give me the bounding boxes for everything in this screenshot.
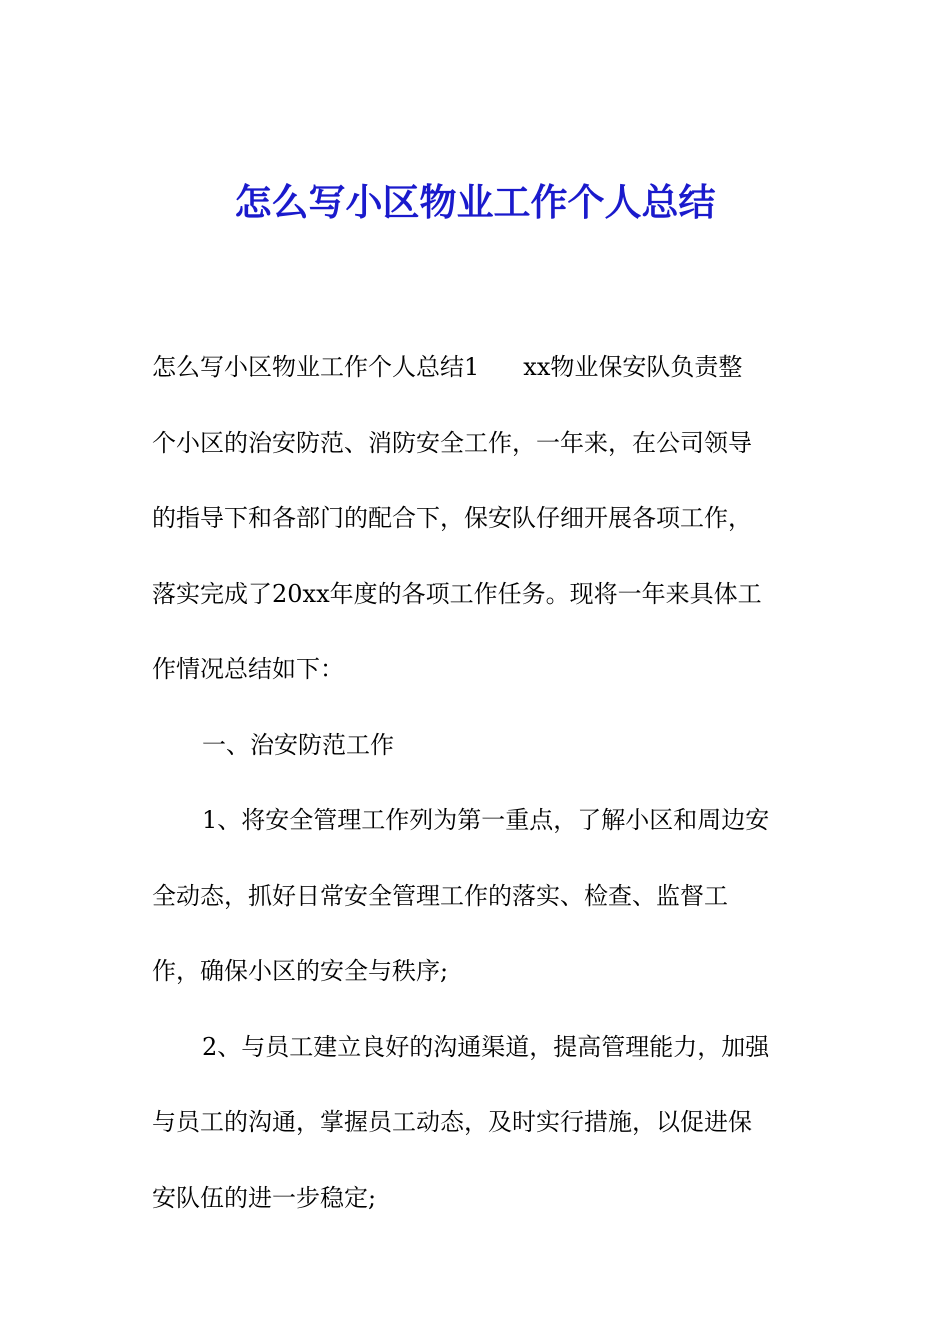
paragraph-line: 2、与员工建立良好的沟通渠道，提高管理能力，加强 bbox=[202, 1032, 770, 1061]
intro-text: xx物业保安队负责整 bbox=[523, 353, 743, 381]
paragraph-line: 1、将安全管理工作列为第一重点，了解小区和周边安 bbox=[202, 806, 770, 834]
document-body bbox=[152, 330, 812, 1236]
paragraph-line: 的指导下和各部门的配合下，保安队仔细开展各项工作， bbox=[152, 504, 752, 532]
paragraph-line: 全动态，抓好日常安全管理工作的落实、检查、监督工 bbox=[152, 881, 728, 910]
paragraph-line: 安队伍的进一步稳定; bbox=[152, 1183, 377, 1212]
paragraph-line: 个小区的治安防范、消防安全工作，一年来，在公司领导 bbox=[152, 428, 752, 457]
section-heading: 一、治安防范工作 bbox=[202, 730, 394, 759]
intro-line-1 bbox=[152, 330, 812, 406]
paragraph-line: 作情况总结如下： bbox=[152, 655, 344, 683]
paragraph-line: 落实完成了20xx年度的各项工作任务。现将一年来具体工 bbox=[152, 579, 762, 608]
intro-heading: 怎么写小区物业工作个人总结1 bbox=[152, 353, 480, 381]
document-title: 怎么写小区物业工作个人总结 bbox=[234, 180, 716, 224]
paragraph-line: 与员工的沟通，掌握员工动态，及时实行措施，以促进保 bbox=[152, 1108, 752, 1136]
paragraph-line: 作，确保小区的安全与秩序; bbox=[152, 957, 449, 985]
